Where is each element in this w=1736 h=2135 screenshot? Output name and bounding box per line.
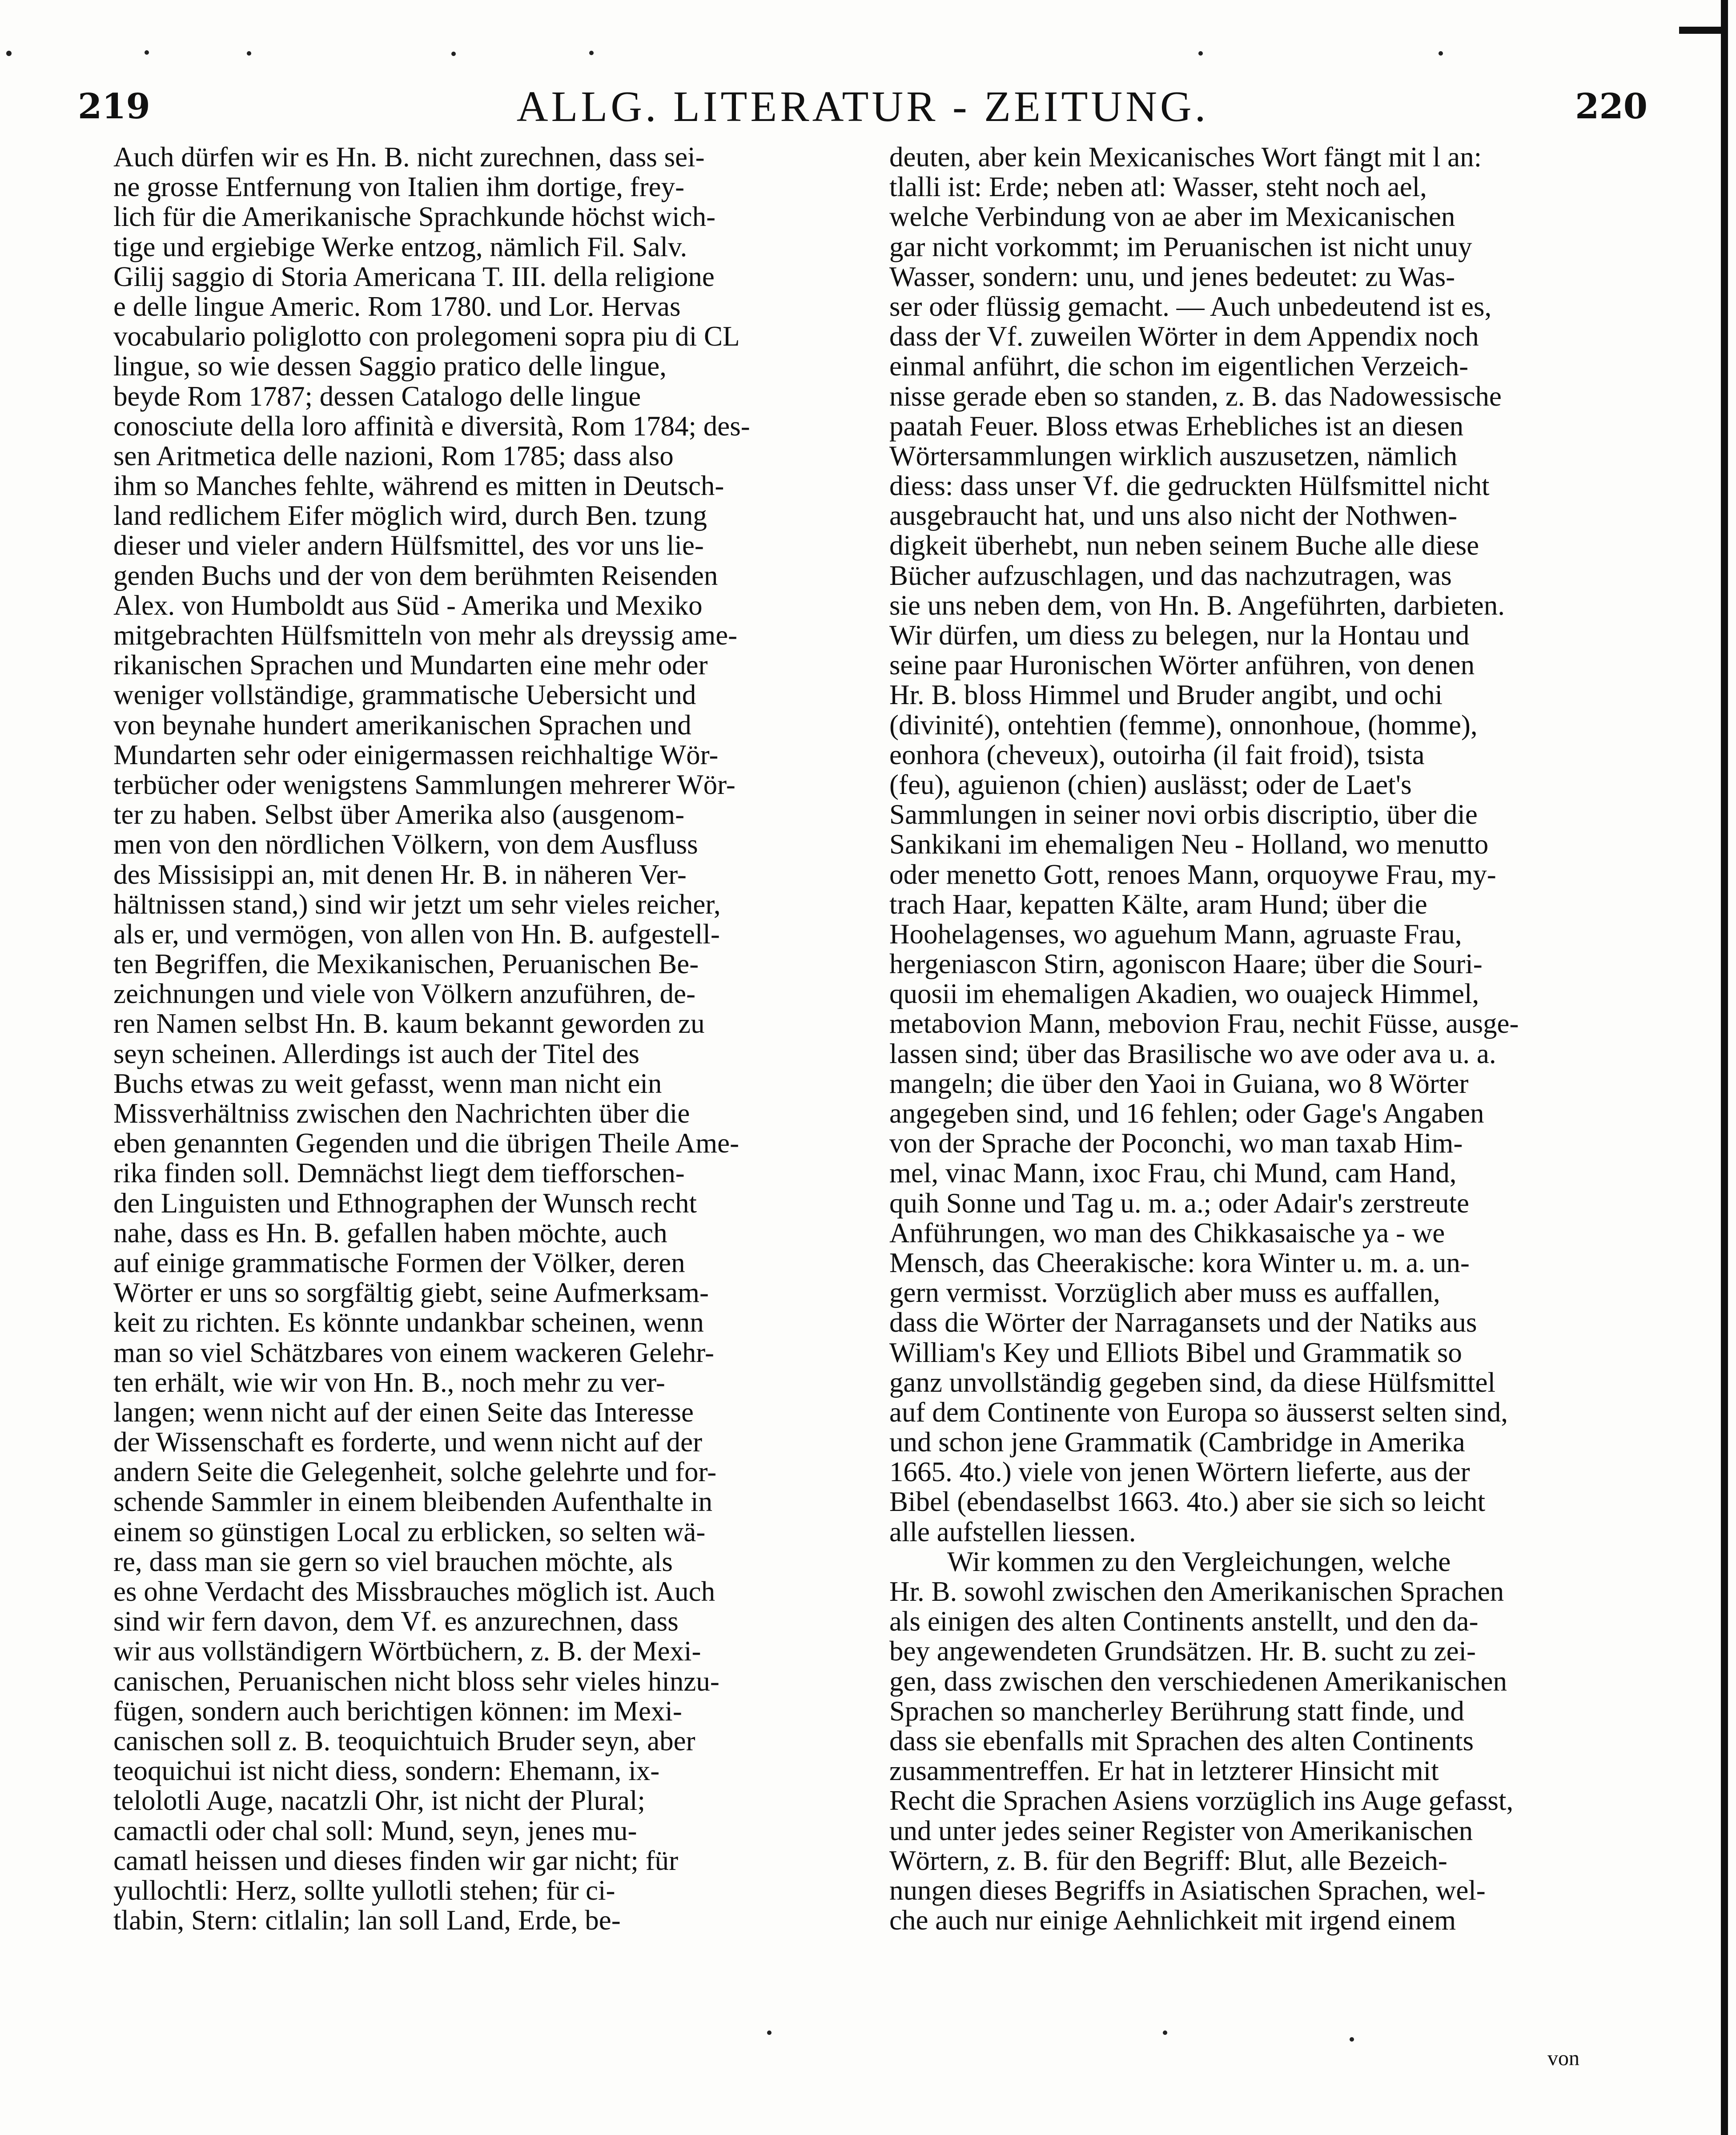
text-line: ter zu haben. Selbst über Amerika also (ausgenom- [113, 799, 685, 830]
text-line: ihm so Manches fehlte, während es mitten in Deutsch- [113, 470, 724, 502]
text-line: Hr. B. bloss Himmel und Bruder angibt, und ochi [889, 679, 1443, 711]
text-line: nisse gerade eben so standen, z. B. das Nadowessische [889, 380, 1502, 412]
text-line: und schon jene Grammatik (Cambridge in Amerika [889, 1426, 1465, 1458]
text-line: yullochtli: Herz, sollte yullotli stehen; für ci- [113, 1874, 615, 1906]
text-line: Bibel (ebendaselbst 1663. 4to.) aber sie sich so leicht [889, 1486, 1486, 1518]
text-line: quih Sonne und Tag u. m. a.; oder Adair's zerstreute [889, 1187, 1469, 1219]
text-line: ser oder flüssig gemacht. — Auch unbedeutend ist es, [889, 290, 1492, 322]
text-line: ganz unvollständig gegeben sind, da diese Hülfsmittel [889, 1366, 1495, 1398]
text-line: angegeben sind, und 16 fehlen; oder Gage's Angaben [889, 1098, 1484, 1129]
text-line: e delle lingue Americ. Rom 1780. und Lor. Hervas [113, 290, 681, 322]
text-line: (feu), aguienon (chien) auslässt; oder de Laet's [889, 769, 1412, 800]
text-line: rika finden soll. Demnächst liegt dem tiefforschen- [113, 1157, 685, 1189]
page-edge-bar [1721, 0, 1728, 2135]
text-line: canischen, Peruanischen nicht bloss sehr vieles hinzu- [113, 1665, 719, 1697]
text-line: hältnissen stand,) sind wir jetzt um sehr vieles reicher, [113, 888, 721, 920]
text-line: andern Seite die Gelegenheit, solche gelehrte und for- [113, 1456, 717, 1488]
text-line: langen; wenn nicht auf der einen Seite das Interesse [113, 1396, 694, 1428]
running-head [78, 85, 1648, 133]
text-line: telolotli Auge, nacatzli Ohr, ist nicht der Plural; [113, 1785, 645, 1817]
text-line: lich für die Amerikanische Sprachkunde höchst wich- [113, 201, 716, 233]
text-line: (divinité), ontehtien (femme), onnonhoue, (homme), [889, 709, 1478, 741]
text-line: keit zu richten. Es könnte undankbar scheinen, wenn [113, 1307, 704, 1338]
text-line: Bücher aufzuschlagen, und das nachzutragen, was [889, 560, 1452, 591]
journal-title: ALLG. LITERATUR - ZEITUNG. [516, 83, 1209, 131]
text-line: camactli oder chal soll: Mund, seyn, jenes mu- [113, 1815, 637, 1846]
text-line: ne grosse Entfernung von Italien ihm dortige, frey- [113, 171, 685, 203]
text-line: gern vermisst. Vorzüglich aber muss es auffallen, [889, 1277, 1440, 1309]
text-line: von beynahe hundert amerikanischen Sprachen und [113, 709, 691, 741]
text-line: land redlichem Eifer möglich wird, durch Ben. tzung [113, 500, 707, 532]
text-line: metabovion Mann, mebovion Frau, nechit Füsse, ausge- [889, 1008, 1519, 1039]
text-line: Wir dürfen, um diess zu belegen, nur la Hontau und [889, 620, 1470, 651]
text-line: sind wir fern davon, dem Vf. es anzurechnen, dass [113, 1606, 679, 1637]
text-line: weniger vollständige, grammatische Uebersicht und [113, 679, 696, 711]
text-line: camatl heissen und dieses finden wir gar nicht; für [113, 1845, 679, 1876]
text-line: eben genannten Gegenden und die übrigen Theile Ame- [113, 1128, 739, 1159]
text-line: dass sie ebenfalls mit Sprachen des alten Continents [889, 1725, 1474, 1756]
page-number-left: 219 [78, 86, 150, 127]
text-line: seyn scheinen. Allerdings ist auch der Titel des [113, 1038, 639, 1069]
text-line: Wörter er uns so sorgfältig giebt, seine Aufmerksam- [113, 1277, 709, 1309]
text-line: und unter jedes seiner Register von Amerikanischen [889, 1815, 1473, 1846]
text-line: fügen, sondern auch berichtigen können: im Mexi- [113, 1695, 682, 1727]
text-line: oder menetto Gott, renoes Mann, orquoywe Frau, my- [889, 858, 1496, 890]
text-line: Buchs etwas zu weit gefasst, wenn man nicht ein [113, 1068, 662, 1099]
text-line: ausgebraucht hat, und uns also nicht der Nothwen- [889, 500, 1458, 532]
page-number-right: 220 [1575, 86, 1648, 127]
text-line: gar nicht vorkommt; im Peruanischen ist nicht unuy [889, 231, 1472, 262]
text-line: der Wissenschaft es forderte, und wenn nicht auf der [113, 1426, 703, 1458]
text-line: dieser und vieler andern Hülfsmittel, des vor uns lie- [113, 530, 704, 561]
text-line: Auch dürfen wir es Hn. B. nicht zurechnen, dass sei- [113, 141, 705, 173]
text-line: vocabulario poliglotto con prolegomeni sopra piu di CL [113, 321, 740, 352]
text-line: dass der Vf. zuweilen Wörter in dem Appendix noch [889, 321, 1479, 352]
text-line: nungen dieses Begriffs in Asiatischen Sprachen, wel- [889, 1874, 1486, 1906]
text-line: tige und ergiebige Werke entzog, nämlich Fil. Salv. [113, 231, 687, 262]
text-line: conosciute della loro affinità e diversità, Rom 1784; des- [113, 410, 750, 442]
text-line: Wörtersammlungen wirklich auszusetzen, nämlich [889, 440, 1458, 471]
text-line: Wasser, sondern: unu, und jenes bedeutet: zu Was- [889, 261, 1455, 292]
text-line: schende Sammler in einem bleibenden Aufenthalte in [113, 1486, 713, 1518]
text-line: tlabin, Stern: citlalin; lan soll Land, Erde, be- [113, 1905, 621, 1936]
text-line: ren Namen selbst Hn. B. kaum bekannt geworden zu [113, 1008, 705, 1039]
text-line: man so viel Schätzbares von einem wackeren Gelehr- [113, 1337, 714, 1368]
text-line: rikanischen Sprachen und Mundarten eine mehr oder [113, 649, 708, 681]
text-line: digkeit überhebt, nun neben seinem Buche alle diese [889, 530, 1479, 561]
text-line: sie uns neben dem, von Hn. B. Angeführten, darbieten. [889, 589, 1505, 621]
text-line: auf einige grammatische Formen der Völker, deren [113, 1247, 685, 1278]
text-line: Anführungen, wo man des Chikkasaische ya - we [889, 1217, 1445, 1249]
text-line: deuten, aber kein Mexicanisches Wort fängt mit l an: [889, 141, 1482, 173]
text-line: Hoohelagenses, wo aguehum Mann, agruaste Frau, [889, 918, 1462, 950]
text-line: terbücher oder wenigstens Sammlungen mehrerer Wör- [113, 769, 735, 800]
text-line: che auch nur einige Aehnlichkeit mit irgend einem [889, 1905, 1456, 1936]
text-line: lingue, so wie dessen Saggio pratico delle lingue, [113, 350, 667, 382]
text-line: mel, vinac Mann, ixoc Frau, chi Mund, cam Hand, [889, 1157, 1457, 1189]
text-line: welche Verbindung von ae aber im Mexicanischen [889, 201, 1455, 233]
text-line: Mundarten sehr oder einigermassen reichhaltige Wör- [113, 739, 719, 770]
text-line: Missverhältniss zwischen den Nachrichten über die [113, 1098, 690, 1129]
text-line: Mensch, das Cheerakische: kora Winter u. m. a. un- [889, 1247, 1470, 1278]
text-line: ten erhält, wie wir von Hn. B., noch mehr zu ver- [113, 1366, 665, 1398]
text-line: genden Buchs und der von dem berühmten Reisenden [113, 560, 718, 591]
text-line: wir aus vollständigern Wörtbüchern, z. B. der Mexi- [113, 1635, 701, 1667]
text-line: teoquichui ist nicht diess, sondern: Ehemann, ix- [113, 1755, 660, 1787]
text-line: Sammlungen in seiner novi orbis discriptio, über die [889, 799, 1478, 830]
text-line: William's Key und Elliots Bibel und Grammatik so [889, 1337, 1462, 1368]
text-line: seine paar Huronischen Wörter anführen, von denen [889, 649, 1475, 681]
text-line: alle aufstellen liessen. [889, 1516, 1136, 1547]
page-edge-tab [1679, 27, 1728, 34]
text-line: bey angewendeten Grundsätzen. Hr. B. sucht zu zei- [889, 1635, 1476, 1667]
text-line: dass die Wörter der Narragansets und der Natiks aus [889, 1307, 1477, 1338]
text-line: einmal anführt, die schon im eigentlichen Verzeich- [889, 350, 1469, 382]
text-line: men von den nördlichen Völkern, von dem Ausfluss [113, 829, 698, 860]
text-line: Wir kommen zu den Vergleichungen, welche [947, 1546, 1451, 1577]
text-line: canischen soll z. B. teoquichtuich Bruder seyn, aber [113, 1725, 695, 1756]
text-line: diess: dass unser Vf. die gedruckten Hülfsmittel nicht [889, 470, 1490, 502]
text-line: Sprachen so mancherley Berührung statt finde, und [889, 1695, 1464, 1727]
catch-word: von [1547, 2046, 1579, 2070]
text-line: re, dass man sie gern so viel brauchen möchte, als [113, 1546, 673, 1577]
text-line: beyde Rom 1787; dessen Catalogo delle lingue [113, 380, 641, 412]
text-line: mangeln; die über den Yaoi in Guiana, wo 8 Wörter [889, 1068, 1469, 1099]
text-line: hergeniascon Stirn, agoniscon Haare; über die Souri- [889, 948, 1483, 980]
text-line: tlalli ist: Erde; neben atl: Wasser, steht noch ael, [889, 171, 1427, 203]
text-line: paatah Feuer. Bloss etwas Erhebliches ist an diesen [889, 410, 1464, 442]
right-column [889, 142, 1645, 1935]
text-line: eonhora (cheveux), outoirha (il fait froid), tsista [889, 739, 1425, 770]
text-line: als er, und vermögen, von allen von Hn. B. aufgestell- [113, 918, 720, 950]
text-line: zusammentreffen. Er hat in letzterer Hinsicht mit [889, 1755, 1439, 1787]
text-line: von der Sprache der Poconchi, wo man taxab Him- [889, 1128, 1463, 1159]
text-line: des Missisippi an, mit denen Hr. B. in näheren Ver- [113, 858, 687, 890]
text-line: quosii im ehemaligen Akadien, wo ouajeck Himmel, [889, 978, 1479, 1010]
text-line: ten Begriffen, die Mexikanischen, Peruanischen Be- [113, 948, 699, 980]
text-line: nahe, dass es Hn. B. gefallen haben möchte, auch [113, 1217, 667, 1249]
text-line: Alex. von Humboldt aus Süd - Amerika und Mexiko [113, 589, 703, 621]
text-line: sen Aritmetica delle nazioni, Rom 1785; dass also [113, 440, 674, 471]
text-line: es ohne Verdacht des Missbrauches möglich ist. Auch [113, 1576, 715, 1607]
text-line: gen, dass zwischen den verschiedenen Amerikanischen [889, 1665, 1507, 1697]
text-line: trach Haar, kepatten Kälte, aram Hund; über die [889, 888, 1427, 920]
text-line: als einigen des alten Continents anstellt, und den da- [889, 1606, 1479, 1637]
text-line: Sankikani im ehemaligen Neu - Holland, wo menutto [889, 829, 1489, 860]
text-line: einem so günstigen Local zu erblicken, so selten wä- [113, 1516, 706, 1547]
text-line: lassen sind; über das Brasilische wo ave oder ava u. a. [889, 1038, 1496, 1069]
text-line: Gilij saggio di Storia Americana T. III. della religione [113, 261, 715, 292]
text-line: zeichnungen und viele von Völkern anzuführen, de- [113, 978, 696, 1010]
left-column [113, 142, 869, 1935]
text-line: mitgebrachten Hülfsmitteln von mehr als dreyssig ame- [113, 620, 738, 651]
text-line: Hr. B. sowohl zwischen den Amerikanischen Sprachen [889, 1576, 1504, 1607]
text-line: auf dem Continente von Europa so äusserst selten sind, [889, 1396, 1508, 1428]
text-line: Wörtern, z. B. für den Begriff: Blut, alle Bezeich- [889, 1845, 1447, 1876]
text-line: Recht die Sprachen Asiens vorzüglich ins Auge gefasst, [889, 1785, 1514, 1817]
text-line: 1665. 4to.) viele von jenen Wörtern lieferte, aus der [889, 1456, 1470, 1488]
text-line: den Linguisten und Ethnographen der Wunsch recht [113, 1187, 697, 1219]
